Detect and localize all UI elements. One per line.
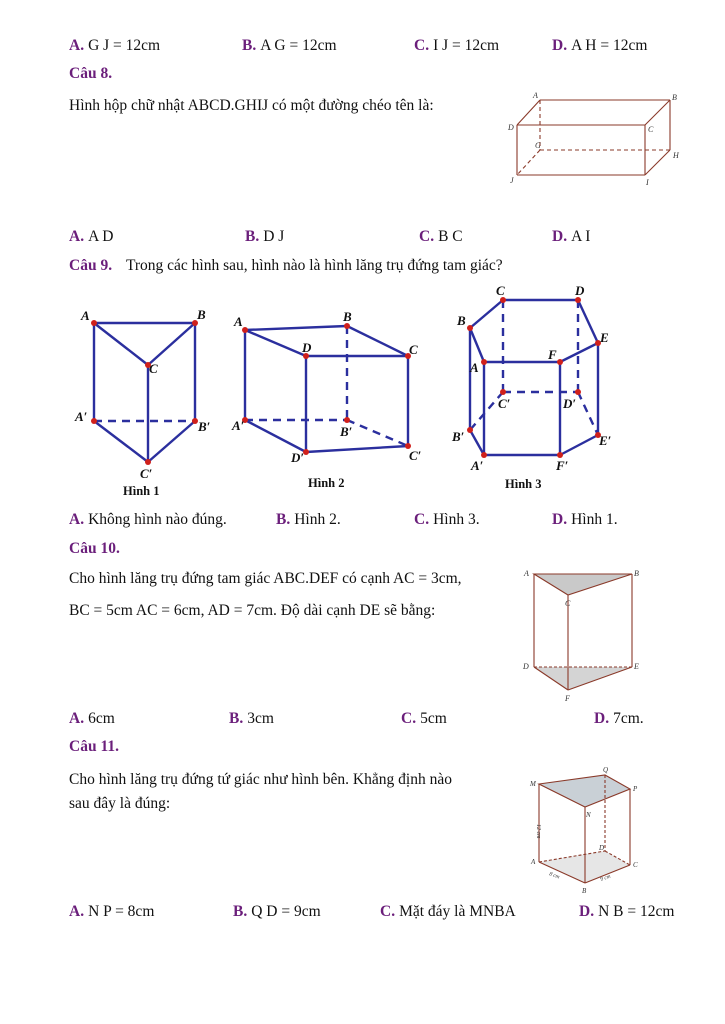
q10-stem-line-2: BC = 5cm AC = 6cm, AD = 7cm. Độ dài cạnh DE sẽ bằng: xyxy=(69,602,436,619)
q11-label-n: N xyxy=(586,811,591,819)
q8-option-a[interactable]: A. A D xyxy=(69,228,114,245)
q8-option-b[interactable]: B. D J xyxy=(245,228,285,245)
q10-label-a: A xyxy=(524,569,529,578)
q11-label-b: B xyxy=(582,887,587,895)
fig2-label-a: A xyxy=(234,314,243,329)
q8-title: Câu 8. xyxy=(69,65,113,82)
q11-title: Câu 11. xyxy=(69,738,119,755)
fig2-label-a1: A′ xyxy=(232,418,245,433)
q9-option-a[interactable]: A. Không hình nào đúng. xyxy=(69,511,227,528)
fig3-label-c1: C′ xyxy=(498,396,511,411)
q8-box-figure xyxy=(505,90,685,190)
q8-label-h: H xyxy=(673,151,679,160)
fig1-label-a1: A′ xyxy=(75,409,88,424)
fig1-caption: Hình 1 xyxy=(123,484,160,498)
fig1-label-b: B xyxy=(197,307,206,322)
q11-label-side: 12 cm xyxy=(535,824,541,839)
q10-option-d[interactable]: D. 7cm. xyxy=(594,710,644,727)
q8-option-d[interactable]: D. A I xyxy=(552,228,591,245)
fig2-label-b: B xyxy=(343,309,352,324)
q11-label-c: C xyxy=(633,861,638,869)
q11-option-d[interactable]: D. N B = 12cm xyxy=(579,903,675,920)
q9-header xyxy=(69,257,503,275)
q9-option-c[interactable]: C. Hình 3. xyxy=(414,511,480,528)
fig2-label-d1: D′ xyxy=(291,450,305,465)
fig3-label-a1: A′ xyxy=(471,458,484,473)
q11-label-base1: 8 cm xyxy=(548,871,561,881)
q10-prism-figure xyxy=(520,565,645,705)
q11-option-c[interactable]: C. Mặt đáy là MNBA xyxy=(380,903,516,920)
fig3-label-f1: F′ xyxy=(556,458,569,473)
q10-title: Câu 10. xyxy=(69,540,120,557)
q8-option-c[interactable]: C. B C xyxy=(419,228,463,245)
fig3-label-b1: B′ xyxy=(452,429,465,444)
q8-label-d: D xyxy=(508,123,514,132)
q11-label-d: D xyxy=(599,844,605,852)
fig2-label-c1: C′ xyxy=(409,448,422,463)
fig3-label-b: B xyxy=(457,313,466,328)
q11-stem xyxy=(69,768,452,816)
fig3-caption: Hình 3 xyxy=(505,477,542,491)
fig1-label-c: C xyxy=(149,361,158,376)
q10-option-a[interactable]: A. 6cm xyxy=(69,710,115,727)
q7-option-a[interactable]: A. G J = 12cm xyxy=(69,37,161,54)
fig2-label-d: D xyxy=(302,340,312,355)
q10-label-b: B xyxy=(634,569,639,578)
q11-stem-line-2: sau đây là đúng: xyxy=(69,795,171,812)
fig3-label-c: C xyxy=(496,283,505,298)
q10-option-b[interactable]: B. 3cm xyxy=(229,710,274,727)
q8-label-c: C xyxy=(648,125,654,134)
q11-label-m: M xyxy=(530,780,536,788)
q8-label-b: B xyxy=(672,93,677,102)
q8-stem: Hình hộp chữ nhật ABCD.GHIJ có một đường chéo tên là: xyxy=(69,97,434,114)
q9-figures xyxy=(60,280,640,505)
q8-label-g: G xyxy=(535,141,541,150)
fig2-caption: Hình 2 xyxy=(308,476,345,490)
fig1-label-c1: C′ xyxy=(140,466,153,481)
q7-option-c[interactable]: C. I J = 12cm xyxy=(414,37,500,54)
fig1-label-a: A xyxy=(81,308,90,323)
q9-title: Câu 9. xyxy=(69,257,113,274)
fig3-label-a: A xyxy=(470,360,479,375)
fig1-label-b1: B′ xyxy=(198,419,211,434)
q9-stem: Trong các hình sau, hình nào là hình lăng trụ đứng tam giác? xyxy=(125,257,503,274)
q11-label-q: Q xyxy=(603,766,609,774)
q9-option-d[interactable]: D. Hình 1. xyxy=(552,511,618,528)
q10-stem-line-1: Cho hình lăng trụ đứng tam giác ABC.DEF có cạnh AC = 3cm, xyxy=(69,570,462,587)
fig3-label-d1: D′ xyxy=(563,396,577,411)
fig3-label-e1: E′ xyxy=(599,433,612,448)
q11-label-a: A xyxy=(531,858,536,866)
q10-label-e: E xyxy=(634,662,639,671)
fig3-label-d: D xyxy=(575,283,585,298)
q7-option-b[interactable]: B. A G = 12cm xyxy=(242,37,337,54)
q9-option-b[interactable]: B. Hình 2. xyxy=(276,511,341,528)
q10-label-d: D xyxy=(523,662,529,671)
q11-stem-line-1: Cho hình lăng trụ đứng tứ giác như hình bên. Khẳng định nào xyxy=(69,771,452,788)
q10-label-c: C xyxy=(565,599,571,608)
q10-stem xyxy=(69,563,462,627)
q11-prism-figure xyxy=(525,762,650,897)
q11-label-base2: 9 cm xyxy=(599,873,612,883)
q11-option-a[interactable]: A. N P = 8cm xyxy=(69,903,155,920)
q8-label-i: I xyxy=(646,178,649,187)
fig2-label-b1: B′ xyxy=(340,424,353,439)
q7-option-d[interactable]: D. A H = 12cm xyxy=(552,37,648,54)
q8-label-a: A xyxy=(533,91,538,100)
fig3-label-e: E xyxy=(600,330,609,345)
q8-label-j: J xyxy=(510,176,514,185)
q10-label-f: F xyxy=(565,694,570,703)
q11-label-p: P xyxy=(633,785,638,793)
fig2-label-c: C xyxy=(409,342,418,357)
fig3-label-f: F xyxy=(548,347,557,362)
q11-option-b[interactable]: B. Q D = 9cm xyxy=(233,903,321,920)
q10-option-c[interactable]: C. 5cm xyxy=(401,710,447,727)
